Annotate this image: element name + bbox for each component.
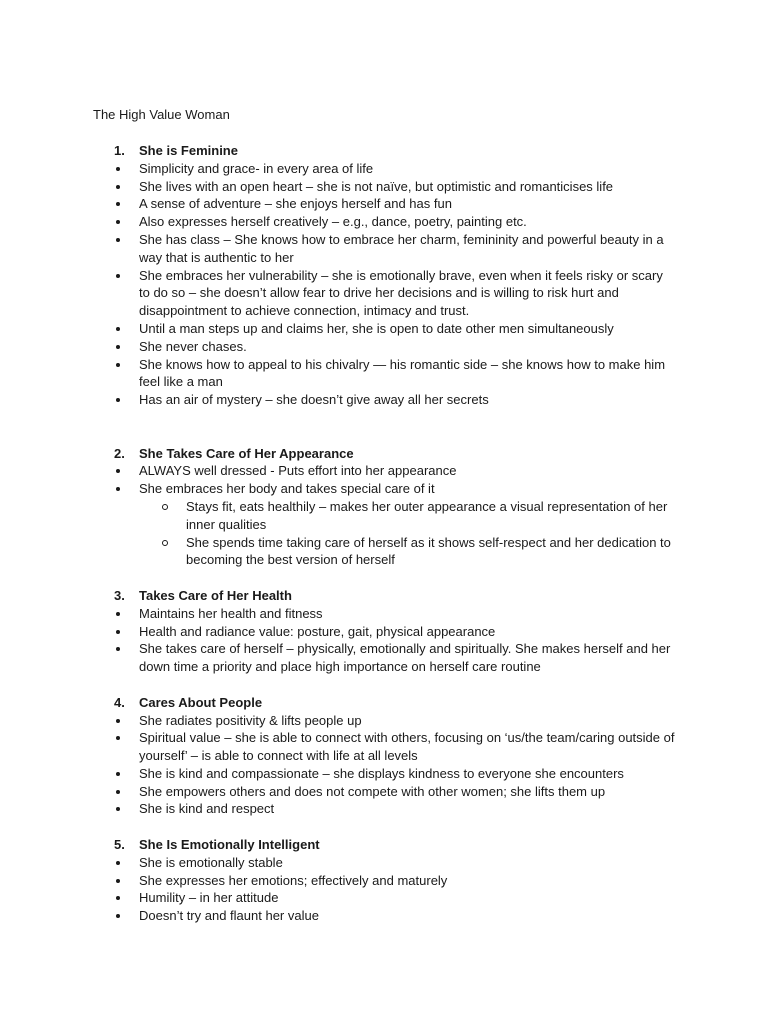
bullet-item: ALWAYS well dressed - Puts effort into her appearance [0, 462, 768, 480]
bullet-item: Health and radiance value: posture, gait, physical appearance [0, 623, 768, 641]
bullet-item: She embraces her body and takes special care of it [0, 480, 768, 498]
bullet-item: She never chases. [0, 338, 768, 356]
bullet-item: She is kind and compassionate – she displays kindness to everyone she encounters [0, 765, 768, 783]
bullet-item: She empowers others and does not compete with other women; she lifts them up [0, 783, 768, 801]
section-health [0, 587, 768, 676]
bullet-item: Simplicity and grace- in every area of life [0, 160, 768, 178]
bullet-item: Humility – in her attitude [0, 889, 768, 907]
sub-bullet-item: Stays fit, eats healthily – makes her outer appearance a visual representation of her inner qualities [0, 498, 768, 534]
section-heading [0, 694, 768, 712]
section-title: She is Feminine [139, 143, 238, 158]
bullet-item: Maintains her health and fitness [0, 605, 768, 623]
section-title: She Is Emotionally Intelligent [139, 837, 320, 853]
bullet-item: Spiritual value – she is able to connect with others, focusing on ‘us/the team/caring outside of yourself’ – is able to connect with life at all levels [0, 729, 768, 765]
section-heading [0, 445, 768, 463]
bullet-item: Until a man steps up and claims her, she is open to date other men simultaneously [0, 320, 768, 338]
sub-bullet-item: She spends time taking care of herself as it shows self-respect and her dedication to becoming the best version of herself [0, 534, 768, 570]
section-appearance [0, 445, 768, 570]
section-heading [0, 587, 768, 605]
bullet-item: She expresses her emotions; effectively and maturely [0, 872, 768, 890]
section-cares-about-people [0, 694, 768, 819]
bullet-item: A sense of adventure – she enjoys herself and has fun [0, 195, 768, 213]
bullet-item: She embraces her vulnerability – she is emotionally brave, even when it feels risky or scary to do so – she doesn’t allow fear to drive her decisions and is willing to risk hurt and disappointment to achieve connection, intimacy and trust. [0, 267, 768, 320]
section-number: 1. [114, 143, 125, 158]
section-feminine [0, 142, 768, 409]
section-heading [0, 836, 768, 854]
bullet-list [0, 854, 768, 925]
bullet-list [0, 160, 768, 409]
section-title: She Takes Care of Her Appearance [139, 445, 354, 461]
document-body [0, 106, 768, 925]
section-title: Cares About People [139, 694, 263, 710]
bullet-item: She knows how to appeal to his chivalry — his romantic side – she knows how to make him feel like a man [0, 356, 768, 392]
section-number: 3. [114, 587, 125, 603]
bullet-item: She is emotionally stable [0, 854, 768, 872]
section-emotionally-intelligent [0, 836, 768, 925]
section-title: Takes Care of Her Health [139, 587, 292, 603]
section-number: 4. [114, 694, 125, 710]
document-title: The High Value Woman [93, 107, 230, 122]
bullet-item: Also expresses herself creatively – e.g., dance, poetry, painting etc. [0, 213, 768, 231]
bullet-item: Doesn’t try and flaunt her value [0, 907, 768, 925]
bullet-item: She has class – She knows how to embrace her charm, femininity and powerful beauty in a way that is authentic to her [0, 231, 768, 267]
bullet-item: She takes care of herself – physically, emotionally and spiritually. She makes herself and her down time a priority and place high importance on herself care routine [0, 640, 768, 676]
bullet-item: She radiates positivity & lifts people up [0, 712, 768, 730]
section-number: 2. [114, 445, 125, 461]
bullet-list [0, 712, 768, 819]
bullet-item: She is kind and respect [0, 800, 768, 818]
bullet-list [0, 462, 768, 569]
section-heading [0, 142, 768, 160]
bullet-item: Has an air of mystery – she doesn’t give away all her secrets [0, 391, 768, 409]
bullet-item: She lives with an open heart – she is not naïve, but optimistic and romanticises life [0, 178, 768, 196]
section-number: 5. [114, 837, 125, 853]
bullet-list [0, 605, 768, 676]
